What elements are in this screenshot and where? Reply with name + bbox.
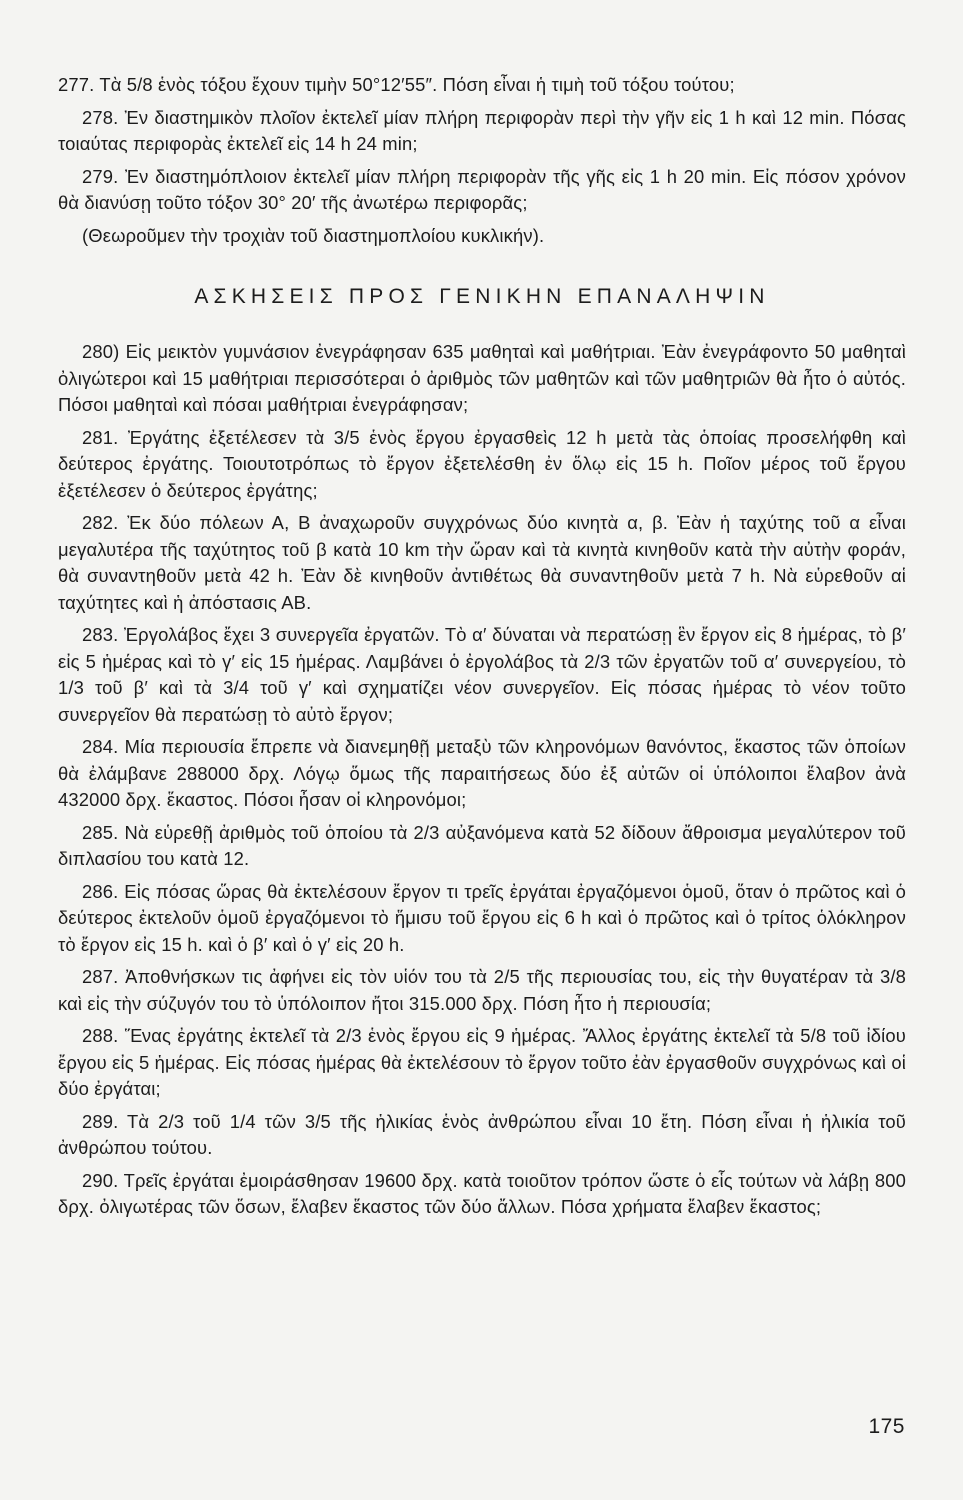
problem-279: 279. Ἐν διαστημόπλοιον ἐκτελεῖ μίαν πλήρη περιφορὰν τῆς γῆς εἰς 1 h 20 min. Εἰς πόσον χρόνον θὰ διανύσῃ τοῦτο τόξον 30° 20′ τῆς ἀνωτέρω περιφορᾶς;: [58, 165, 906, 213]
problem-288: 288. Ἕνας ἐργάτης ἐκτελεῖ τὰ 2/3 ἑνὸς ἔργου εἰς 9 ἡμέρας. Ἄλλος ἐργάτης ἐκτελεῖ τὰ 5/8 τοῦ ἰδίου ἔργου εἰς 5 ἡμέρας. Εἰς πόσας ἡμέρας θὰ ἐκτελέσουν τὸ ἔργον τοῦτο ἐὰν ἐργασθοῦν συγχρόνως καὶ οἱ δύο ἐργάται;: [58, 1025, 906, 1099]
problem-286: 286. Εἰς πόσας ὥρας θὰ ἐκτελέσουν ἔργον τι τρεῖς ἐργάται ἐργαζόμενοι ὁμοῦ, ὅταν ὁ πρῶτος καὶ ὁ δεύτερος ἐκτελοῦν ὁμοῦ ἐργαζόμενοι τὸ ἥμισυ τοῦ ἔργου εἰς 6 h καὶ ὁ πρῶτος καὶ ὁ τρίτος ὁλόκληρον τὸ ἔργον εἰς 15 h. καὶ ὁ β′ καὶ ὁ γ′ εἰς 20 h.: [58, 880, 906, 955]
problem-287: 287. Ἀποθνήσκων τις ἀφήνει εἰς τὸν υἱόν του τὰ 2/5 τῆς περιουσίας του, εἰς τὴν θυγατέραν τὰ 3/8 καὶ εἰς τὴν σύζυγόν του τὸ ὑπόλοιπον ἤτοι 315.000 δρχ. Πόση ἦτο ἡ περιουσία;: [58, 966, 906, 1014]
problem-284: 284. Μία περιουσία ἔπρεπε νὰ διανεμηθῇ μεταξὺ τῶν κληρονόμων θανόντος, ἕκαστος τῶν ὁποίων θὰ ἐλάμβανε 288000 δρχ. Λόγῳ ὅμως τῆς παραιτήσεως δύο ἐξ αὐτῶν οἱ ὑπόλοιποι ἔλαβον ἀνὰ 432000 δρχ. ἕκαστος. Πόσοι ἦσαν οἱ κληρονόμοι;: [58, 736, 906, 810]
problem-282: 282. Ἐκ δύο πόλεων Α, Β ἀναχωροῦν συγχρόνως δύο κινητὰ α, β. Ἐὰν ἡ ταχύτης τοῦ α εἶναι μεγαλυτέρα τῆς ταχύτητος τοῦ β κατὰ 10 km τὴν ὥραν καὶ τὰ κινητὰ κινηθοῦν κατὰ τὴν αὐτὴν φοράν, θὰ συναντηθοῦν μετὰ 42 h. Ἐὰν δὲ κινηθοῦν ἀντιθέτως θὰ συναντηθοῦν μετὰ 7 h. Νὰ εὑρεθοῦν αἱ ταχύτητες καὶ ἡ ἀπόστασις ΑΒ.: [58, 512, 906, 613]
problem-283: 283. Ἐργολάβος ἔχει 3 συνεργεῖα ἐργατῶν. Τὸ α′ δύναται νὰ περατώσῃ ἓν ἔργον εἰς 8 ἡμέρας, τὸ β′ εἰς 5 ἡμέρας καὶ τὸ γ′ εἰς 15 ἡμέρας. Λαμβάνει ὁ ἐργολάβος τὰ 2/3 τῶν ἐργατῶν τοῦ α′ συνεργείου, τὸ 1/3 τοῦ β′ καὶ τὰ 3/4 τοῦ γ′ καὶ σχηματίζει νέον συνεργεῖον. Εἰς πόσας ἡμέρας τὸ νέον τοῦτο συνεργεῖον θὰ περατώσῃ τὸ αὐτὸ ἔργον;: [58, 624, 906, 725]
problem-277: 277. Τὰ 5/8 ἑνὸς τόξου ἔχουν τιμὴν 50°12′55″. Πόση εἶναι ἡ τιμὴ τοῦ τόξου τούτου;: [58, 74, 735, 95]
page-content: [58, 72, 906, 1227]
problem-280: 280) Εἰς μεικτὸν γυμνάσιον ἐνεγράφησαν 635 μαθηταὶ καὶ μαθήτριαι. Ἐὰν ἐνεγράφοντο 50 μαθηταὶ ὀλιγώτεροι καὶ 15 μαθήτριαι περισσότεραι ὁ ἀριθμὸς τῶν μαθητῶν καὶ τῶν μαθητριῶν θὰ ἦτο ὁ αὐτός. Πόσοι μαθηταὶ καὶ πόσαι μαθήτριαι ἐνεγράφησαν;: [58, 341, 906, 415]
page-number: 175: [868, 1415, 905, 1438]
problem-289: 289. Τὰ 2/3 τοῦ 1/4 τῶν 3/5 τῆς ἡλικίας ἑνὸς ἀνθρώπου εἶναι 10 ἔτη. Πόση εἶναι ἡ ἡλικία τοῦ ἀνθρώπου τούτου.: [58, 1110, 906, 1158]
problem-290: 290. Τρεῖς ἐργάται ἐμοιράσθησαν 19600 δρχ. κατὰ τοιοῦτον τρόπον ὥστε ὁ εἷς τούτων νὰ λάβῃ 800 δρχ. ὀλιγωτέρας τῶν ὅσων, ἔλαβεν ἕκαστος τῶν δύο ἄλλων. Πόσα χρήματα ἔλαβεν ἕκαστος;: [58, 1169, 906, 1217]
problem-281: 281. Ἐργάτης ἐξετέλεσεν τὰ 3/5 ἑνὸς ἔργου ἐργασθεὶς 12 h μετὰ τὰς ὁποίας προσελήφθη καὶ δεύτερος ἐργάτης. Τοιουτοτρόπως τὸ ἔργον ἐξετελέσθη ἐν ὅλῳ εἰς 15 h. Ποῖον μέρος τοῦ ἔργου ἐξετέλεσεν ὁ δεύτερος ἐργάτης;: [58, 426, 906, 501]
problem-279-note: (Θεωροῦμεν τὴν τροχιὰν τοῦ διαστημοπλοίου κυκλικήν).: [82, 224, 545, 246]
problem-285: 285. Νὰ εὑρεθῇ ἀριθμὸς τοῦ ὁποίου τὰ 2/3 αὐξανόμενα κατὰ 52 δίδουν ἄθροισμα μεγαλύτερον τοῦ διπλασίου του κατὰ 12.: [58, 821, 906, 869]
section-heading: ΑΣΚΗΣΕΙΣ ΠΡΟΣ ΓΕΝΙΚΗΝ ΕΠΑΝΑΛΗΨΙΝ: [194, 285, 770, 308]
problem-278: 278. Ἐν διαστημικὸν πλοῖον ἐκτελεῖ μίαν πλήρη περιφορὰν περὶ τὴν γῆν εἰς 1 h καὶ 12 min. Πόσας τοιαύτας περιφορὰς ἐκτελεῖ εἰς 14 h 24 min;: [58, 106, 906, 154]
